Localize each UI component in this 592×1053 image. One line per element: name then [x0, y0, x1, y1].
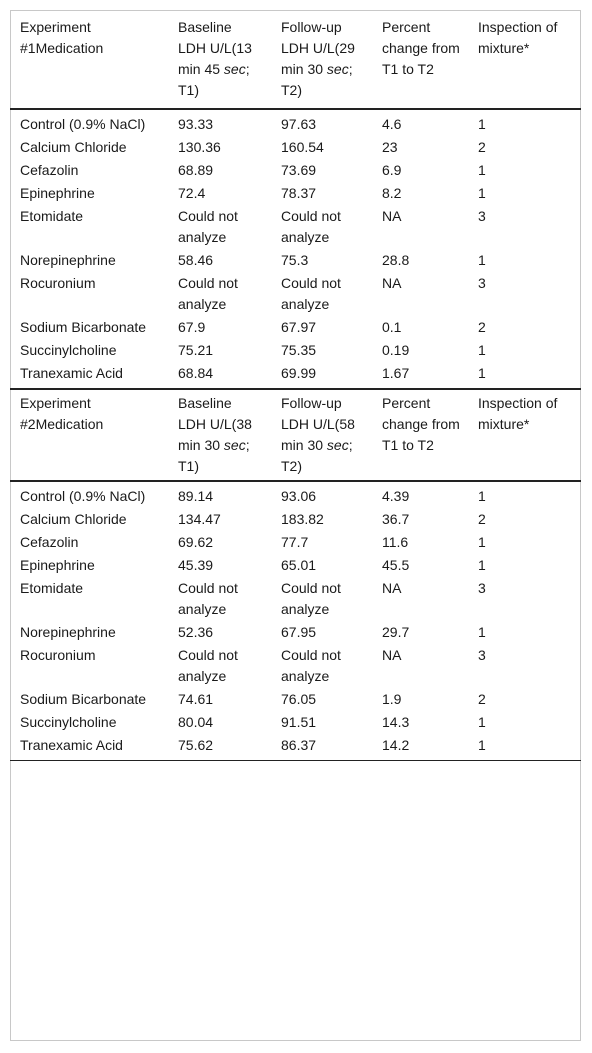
cell-medication: Calcium Chloride — [20, 511, 127, 527]
cell-percent: 4.6 — [382, 116, 402, 132]
cell-baseline: 68.84 — [178, 365, 214, 381]
cell-percent: 8.2 — [382, 185, 402, 201]
cell-baseline: 89.14 — [178, 488, 214, 504]
cell-percent: 45.5 — [382, 557, 410, 573]
cell-followup: 75.35 — [281, 342, 317, 358]
cell-followup: 76.05 — [281, 691, 317, 707]
cell-baseline: Could not analyze — [178, 275, 238, 312]
cell-inspection: 1 — [478, 534, 486, 550]
experiment-2-body — [10, 481, 581, 761]
cell-baseline: 93.33 — [178, 116, 214, 132]
table-row — [10, 316, 581, 339]
cell-medication: Succinylcholine — [20, 714, 117, 730]
cell-percent: 14.3 — [382, 714, 410, 730]
cell-percent: 1.9 — [382, 691, 402, 707]
cell-followup: Could not analyze — [281, 275, 341, 312]
cell-percent: 0.19 — [382, 342, 410, 358]
cell-inspection: 1 — [478, 252, 486, 268]
cell-inspection: 1 — [478, 185, 486, 201]
table-row — [10, 272, 581, 316]
cell-followup: 69.99 — [281, 365, 317, 381]
cell-medication: Sodium Bicarbonate — [20, 691, 147, 707]
cell-medication: Control (0.9% NaCl) — [20, 488, 146, 504]
experiment-1-header — [10, 10, 581, 109]
cell-followup: Could not analyze — [281, 647, 341, 684]
table-row — [10, 205, 581, 249]
table-row — [10, 362, 581, 389]
table-row — [10, 339, 581, 362]
cell-baseline: 52.36 — [178, 624, 214, 640]
cell-percent: NA — [382, 647, 402, 663]
cell-followup: 73.69 — [281, 162, 317, 178]
cell-inspection: 3 — [478, 580, 486, 596]
table-row — [10, 554, 581, 577]
cell-baseline: 74.61 — [178, 691, 214, 707]
cell-baseline: 58.46 — [178, 252, 214, 268]
cell-inspection: 1 — [478, 342, 486, 358]
cell-baseline: Could not analyze — [178, 647, 238, 684]
table-row — [10, 159, 581, 182]
cell-medication: Sodium Bicarbonate — [20, 319, 147, 335]
cell-baseline: 75.21 — [178, 342, 214, 358]
table-row — [10, 481, 581, 508]
cell-medication: Epinephrine — [20, 185, 95, 201]
table-row — [10, 136, 581, 159]
cell-baseline: 68.89 — [178, 162, 214, 178]
table-row — [10, 621, 581, 644]
cell-followup: 67.97 — [281, 319, 317, 335]
cell-baseline: 69.62 — [178, 534, 214, 550]
cell-baseline: 67.9 — [178, 319, 206, 335]
table-row — [10, 711, 581, 734]
cell-medication: Tranexamic Acid — [20, 737, 123, 753]
header-inspection: Inspection of mixture* — [478, 395, 558, 432]
cell-followup: 97.63 — [281, 116, 317, 132]
cell-baseline: 72.4 — [178, 185, 206, 201]
cell-inspection: 1 — [478, 162, 486, 178]
cell-medication: Etomidate — [20, 580, 84, 596]
cell-followup: 77.7 — [281, 534, 309, 550]
cell-inspection: 3 — [478, 647, 486, 663]
cell-followup: 65.01 — [281, 557, 317, 573]
cell-medication: Cefazolin — [20, 534, 79, 550]
ldh-results-table — [10, 10, 581, 761]
table-row — [10, 182, 581, 205]
cell-baseline: Could not analyze — [178, 208, 238, 245]
cell-inspection: 2 — [478, 139, 486, 155]
cell-medication: Rocuronium — [20, 275, 96, 291]
cell-percent: 36.7 — [382, 511, 410, 527]
cell-inspection: 2 — [478, 511, 486, 527]
cell-inspection: 1 — [478, 737, 486, 753]
header-inspection: Inspection of mixture* — [478, 19, 558, 56]
cell-followup: 160.54 — [281, 139, 324, 155]
table-row — [10, 734, 581, 761]
cell-followup: 93.06 — [281, 488, 317, 504]
header-medication: Experiment #1Medication — [20, 19, 104, 56]
cell-percent: 1.67 — [382, 365, 410, 381]
cell-baseline: 45.39 — [178, 557, 214, 573]
cell-baseline: 134.47 — [178, 511, 221, 527]
cell-medication: Succinylcholine — [20, 342, 117, 358]
header-followup: Follow-up LDH U/L(58 min 30 sec; T2) — [281, 395, 355, 474]
cell-followup: 78.37 — [281, 185, 317, 201]
cell-medication: Etomidate — [20, 208, 84, 224]
cell-inspection: 1 — [478, 714, 486, 730]
cell-percent: NA — [382, 208, 402, 224]
cell-followup: 75.3 — [281, 252, 309, 268]
cell-medication: Epinephrine — [20, 557, 95, 573]
cell-inspection: 1 — [478, 624, 486, 640]
header-baseline: Baseline LDH U/L(38 min 30 sec; T1) — [178, 395, 252, 474]
cell-followup: 67.95 — [281, 624, 317, 640]
cell-medication: Norepinephrine — [20, 252, 116, 268]
experiment-2-header — [10, 389, 581, 481]
cell-inspection: 1 — [478, 557, 486, 573]
cell-followup: 91.51 — [281, 714, 317, 730]
cell-percent: NA — [382, 275, 402, 291]
cell-inspection: 3 — [478, 208, 486, 224]
header-baseline: Baseline LDH U/L(13 min 45 sec; T1) — [178, 19, 252, 98]
header-medication: Experiment #2Medication — [20, 395, 104, 432]
cell-percent: 14.2 — [382, 737, 410, 753]
table-row — [10, 249, 581, 272]
cell-percent: 23 — [382, 139, 398, 155]
table-row — [10, 508, 581, 531]
cell-inspection: 2 — [478, 319, 486, 335]
header-followup: Follow-up LDH U/L(29 min 30 sec; T2) — [281, 19, 355, 98]
cell-inspection: 1 — [478, 365, 486, 381]
cell-medication: Cefazolin — [20, 162, 79, 178]
table-row — [10, 644, 581, 688]
cell-inspection: 3 — [478, 275, 486, 291]
cell-followup: Could not analyze — [281, 208, 341, 245]
cell-medication: Rocuronium — [20, 647, 96, 663]
cell-followup: 86.37 — [281, 737, 317, 753]
table-row — [10, 688, 581, 711]
experiment-1-body — [10, 109, 581, 389]
header-percent-change: Percent change from T1 to T2 — [382, 19, 460, 77]
cell-baseline: 75.62 — [178, 737, 214, 753]
table-row — [10, 577, 581, 621]
header-percent-change: Percent change from T1 to T2 — [382, 395, 460, 453]
table-row — [10, 531, 581, 554]
cell-inspection: 1 — [478, 488, 486, 504]
cell-medication: Calcium Chloride — [20, 139, 127, 155]
cell-percent: 6.9 — [382, 162, 402, 178]
cell-percent: 29.7 — [382, 624, 410, 640]
cell-inspection: 1 — [478, 116, 486, 132]
cell-percent: 11.6 — [382, 534, 409, 550]
cell-percent: NA — [382, 580, 402, 596]
cell-followup: 183.82 — [281, 511, 324, 527]
cell-baseline: Could not analyze — [178, 580, 238, 617]
cell-medication: Norepinephrine — [20, 624, 116, 640]
table-row — [10, 109, 581, 136]
cell-medication: Tranexamic Acid — [20, 365, 123, 381]
cell-percent: 4.39 — [382, 488, 410, 504]
cell-baseline: 130.36 — [178, 139, 221, 155]
cell-followup: Could not analyze — [281, 580, 341, 617]
cell-percent: 28.8 — [382, 252, 410, 268]
cell-inspection: 2 — [478, 691, 486, 707]
cell-baseline: 80.04 — [178, 714, 214, 730]
cell-medication: Control (0.9% NaCl) — [20, 116, 146, 132]
cell-percent: 0.1 — [382, 319, 402, 335]
